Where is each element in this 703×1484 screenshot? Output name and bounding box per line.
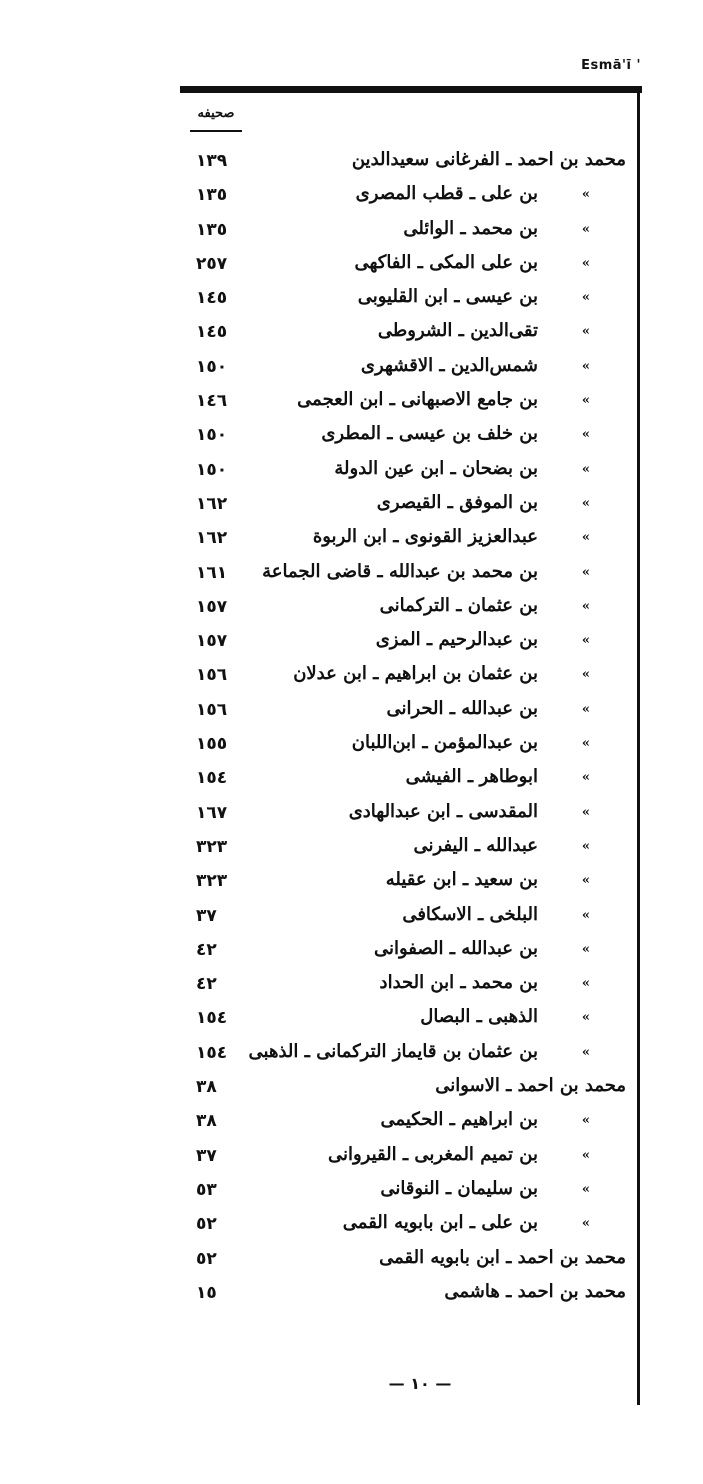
ditto-mark: » (581, 804, 590, 820)
index-entry (180, 282, 630, 316)
entry-page-number: ١٣٥ (196, 219, 228, 240)
ditto-mark: » (581, 976, 590, 992)
index-entry (180, 351, 630, 385)
index-entry (180, 900, 630, 934)
index-entry (180, 1174, 630, 1208)
index-entry (180, 385, 630, 419)
entry-main-name: محمد بن احمد ـ هاشمى (444, 1280, 626, 1302)
ditto-mark: » (581, 770, 590, 786)
entry-sub-name: الذهبى ـ البصال (420, 1006, 538, 1028)
entry-page-number: ١٥٠ (196, 356, 228, 377)
entry-page-number: ٣٢٣ (196, 871, 228, 892)
ditto-mark: » (581, 838, 590, 854)
ditto-mark: » (581, 324, 590, 340)
ditto-mark: » (581, 530, 590, 546)
entry-sub-name: بن عثمان بن قايماز التركمانى ـ الذهبى (248, 1040, 538, 1062)
index-entry (180, 659, 630, 693)
entry-sub-name: بن محمد بن عبدالله ـ قاضى الجماعة (262, 560, 538, 582)
index-entry (180, 1277, 630, 1311)
index-entry (180, 865, 630, 899)
entry-main-name: محمد بن احمد ـ الاسوانى (435, 1075, 626, 1097)
column-divider (637, 93, 640, 1405)
entry-sub-name: بن على ـ قطب المصرى (355, 183, 538, 205)
entry-page-number: ١٥٧ (196, 631, 228, 652)
entry-page-number: ١٦١ (196, 562, 228, 583)
ditto-mark: » (581, 1044, 590, 1060)
entry-sub-name: بن جامع الاصبهانى ـ ابن العجمى (297, 389, 538, 411)
index-entry (180, 179, 630, 213)
entry-sub-name: المقدسى ـ ابن عبدالهادى (348, 800, 538, 822)
entry-page-number: ٥٣ (196, 1179, 217, 1200)
entry-sub-name: بن على ـ ابن بابويه القمى (342, 1212, 538, 1234)
entry-sub-name: بن تميم المغربى ـ القيروانى (327, 1143, 538, 1165)
entry-sub-name: عبدالعزيز القونوى ـ ابن الربوة (312, 526, 538, 548)
entry-sub-name: بن سليمان ـ النوقانى (380, 1177, 538, 1199)
entry-sub-name: بن محمد ـ الوائلى (403, 217, 538, 239)
index-entry (180, 214, 630, 248)
page-column-label-underline (190, 130, 242, 132)
entry-sub-name: بن محمد ـ ابن الحداد (379, 972, 538, 994)
index-entry (180, 1140, 630, 1174)
index-entry (180, 694, 630, 728)
entry-page-number: ٣٧ (196, 905, 217, 926)
index-entry (180, 934, 630, 968)
entry-sub-name: بن عثمان بن ابراهيم ـ ابن عدلان (293, 663, 538, 685)
entry-page-number: ١٥٤ (196, 1008, 228, 1029)
entry-page-number: ١٥٧ (196, 596, 228, 617)
ditto-mark: » (581, 461, 590, 477)
ditto-mark: » (581, 187, 590, 203)
entry-sub-name: بن عبدالله ـ الحرانى (386, 697, 538, 719)
index-entry (180, 728, 630, 762)
index-entry (180, 968, 630, 1002)
index-entry (180, 591, 630, 625)
entry-sub-name: بن ابراهيم ـ الحكيمى (380, 1109, 538, 1131)
entry-page-number: ١٦٧ (196, 802, 228, 823)
ditto-mark: » (581, 358, 590, 374)
entry-sub-name: عبدالله ـ اليفرنى (413, 834, 538, 856)
ditto-mark: » (581, 221, 590, 237)
entry-main-name: محمد بن احمد ـ ابن بابويه القمى (379, 1246, 626, 1268)
ditto-mark: » (581, 667, 590, 683)
entry-page-number: ١٥٦ (196, 699, 228, 720)
ditto-mark: » (581, 907, 590, 923)
index-entry (180, 1208, 630, 1242)
ditto-mark: » (581, 564, 590, 580)
index-entry (180, 762, 630, 796)
entry-page-number: ٣٨ (196, 1111, 217, 1132)
ditto-mark: » (581, 393, 590, 409)
entry-page-number: ١٤٦ (196, 391, 228, 412)
index-entry (180, 316, 630, 350)
ditto-mark: » (581, 290, 590, 306)
page-footer-number: — ١٠ — (388, 1374, 452, 1393)
index-entry (180, 419, 630, 453)
index-entry (180, 1002, 630, 1036)
ditto-mark: » (581, 1181, 590, 1197)
entry-sub-name: بن عيسى ـ ابن القليوبى (357, 286, 538, 308)
entry-page-number: ٣٧ (196, 1145, 217, 1166)
entry-page-number: ١٦٢ (196, 528, 228, 549)
ditto-mark: » (581, 1216, 590, 1232)
index-entry (180, 831, 630, 865)
ditto-mark: » (581, 736, 590, 752)
entry-sub-name: بن الموفق ـ القيصرى (376, 491, 538, 513)
ditto-mark: » (581, 1147, 590, 1163)
index-entry (180, 797, 630, 831)
header-rule (180, 86, 642, 93)
ditto-mark: » (581, 941, 590, 957)
entry-page-number: ١٤٥ (196, 322, 228, 343)
entry-sub-name: البلخى ـ الاسكافى (402, 903, 538, 925)
entry-page-number: ١٥٦ (196, 665, 228, 686)
entry-sub-name: بن عبدالرحيم ـ المزى (375, 629, 538, 651)
entry-main-name: محمد بن احمد ـ الفرغانى سعيدالدين (351, 149, 626, 170)
entry-sub-name: بن على المكى ـ الفاكهى (354, 251, 538, 273)
index-entry (180, 522, 630, 556)
index-entry (180, 1105, 630, 1139)
entry-page-number: ٣٨ (196, 1077, 217, 1098)
entry-sub-name: بن عبدالله ـ الصفوانى (373, 937, 538, 959)
index-entry (180, 1071, 630, 1105)
ditto-mark: » (581, 495, 590, 511)
entry-page-number: ٥٢ (196, 1248, 217, 1269)
entry-sub-name: شمس‌الدين ـ الاقشهرى (360, 354, 538, 376)
index-entry (180, 1243, 630, 1277)
page-column-label: صحيفه (197, 106, 235, 121)
entry-page-number: ٢٥٧ (196, 253, 228, 274)
ditto-mark: » (581, 701, 590, 717)
entry-page-number: ١٥٥ (196, 734, 228, 755)
index-entry (180, 1037, 630, 1071)
entry-page-number: ١٤٥ (196, 288, 228, 309)
index-entry (180, 557, 630, 591)
entry-page-number: ١٥٤ (196, 768, 228, 789)
entry-sub-name: بن عبدالمؤمن ـ ابن‌اللبان (351, 732, 538, 754)
ditto-mark: » (581, 427, 590, 443)
entry-page-number: ٥٢ (196, 1214, 217, 1235)
entry-page-number: ١٣٥ (196, 185, 228, 206)
entry-sub-name: ابوطاهر ـ الفيشى (405, 766, 538, 788)
ditto-mark: » (581, 255, 590, 271)
entry-sub-name: بن سعيد ـ ابن عقيله (385, 869, 538, 891)
ditto-mark: » (581, 873, 590, 889)
entry-page-number: ١٥٠ (196, 459, 228, 480)
index-entry (180, 488, 630, 522)
ditto-mark: » (581, 633, 590, 649)
index-entries (180, 145, 630, 1311)
entry-sub-name: تقى‌الدين ـ الشروطى (377, 320, 538, 342)
entry-page-number: ١٥٤ (196, 1042, 228, 1063)
entry-sub-name: بن بضحان ـ ابن عين الدولة (334, 457, 538, 479)
header-code: Esmā'ī ' (581, 58, 641, 73)
entry-page-number: ١٥ (196, 1282, 217, 1303)
entry-page-number: ١٣٩ (196, 151, 228, 171)
entry-page-number: ٤٢ (196, 939, 217, 960)
index-entry (180, 625, 630, 659)
index-entry (180, 248, 630, 282)
entry-page-number: ١٦٢ (196, 493, 228, 514)
index-entry (180, 145, 630, 179)
entry-page-number: ٣٢٣ (196, 836, 228, 857)
entry-page-number: ٤٢ (196, 974, 217, 995)
ditto-mark: » (581, 1010, 590, 1026)
ditto-mark: » (581, 1113, 590, 1129)
entry-page-number: ١٥٠ (196, 425, 228, 446)
ditto-mark: » (581, 598, 590, 614)
entry-sub-name: بن خلف بن عيسى ـ المطرى (321, 423, 538, 445)
entry-sub-name: بن عثمان ـ التركمانى (379, 594, 538, 616)
index-entry (180, 454, 630, 488)
